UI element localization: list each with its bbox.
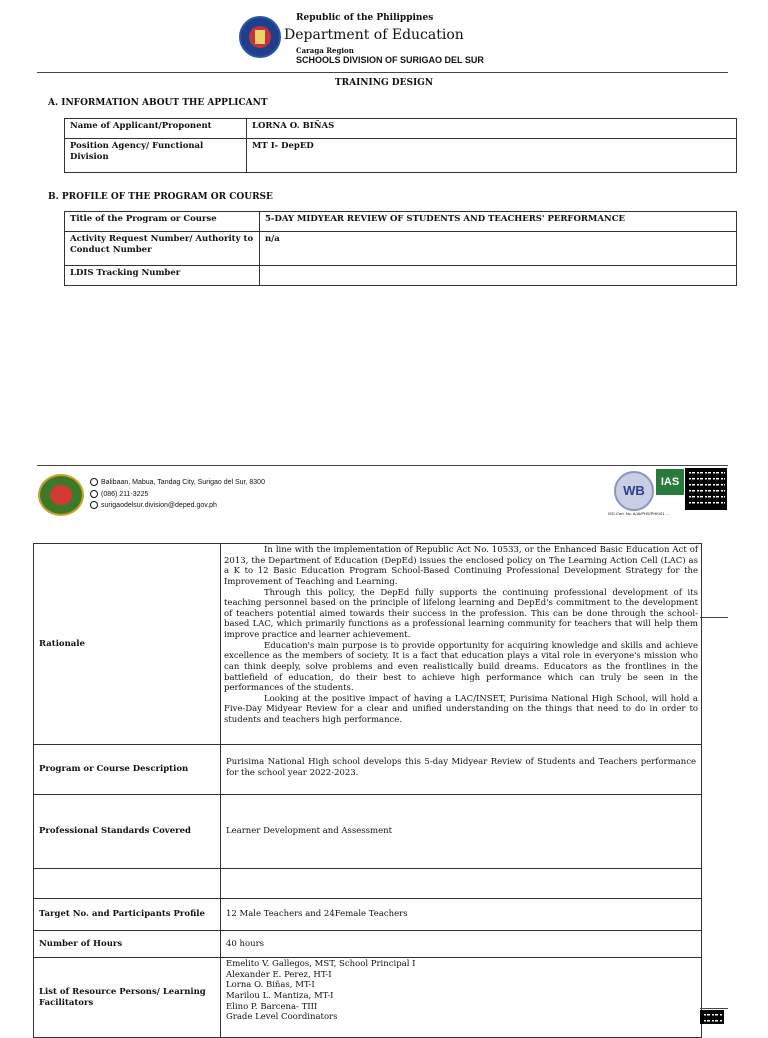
number-of-hours-label: Number of Hours — [34, 931, 221, 958]
rationale-paragraph: In line with the implementation of Republic Act No. 10533, or the Enhanced Basic Education Act of 2013, the Department of Education (DepEd) issues the enclosed policy on The Learning Action Cell (LAC) as a K to 12 Basic Education Program School-Based Continuing Professional Development Strategy for the Improvement of Teaching and Learning. — [224, 545, 698, 587]
iso-certificate-text: ISO Cert. No. AJA/PHS/PHK/01 ... — [608, 511, 669, 516]
table-row — [34, 795, 702, 869]
table-row — [34, 745, 702, 795]
margin-line — [700, 1008, 728, 1009]
footer-address: Balibaan, Mabua, Tandag City, Surigao del Sur, 8300 — [101, 478, 265, 486]
program-title-value: 5-DAY MIDYEAR REVIEW OF STUDENTS AND TEACHERS' PERFORMANCE — [260, 212, 737, 232]
activity-request-value: n/a — [260, 232, 737, 266]
deped-seal-logo — [239, 16, 281, 58]
table-row — [65, 119, 737, 139]
header-divider — [37, 72, 728, 73]
footer-email: surigaodelsur.division@deped.gov.ph — [101, 501, 217, 509]
ias-certification-logo: IAS — [656, 469, 684, 495]
program-title-label: Title of the Program or Course — [65, 212, 260, 232]
rationale-label: Rationale — [34, 544, 221, 745]
qr-code-icon — [700, 1010, 724, 1024]
empty-label — [34, 869, 221, 899]
table-row — [65, 212, 737, 232]
email-icon — [90, 501, 98, 509]
applicant-name-value: LORNA O. BIÑAS — [247, 119, 737, 139]
rationale-paragraph: Through this policy, the DepEd fully supports the continuing professional development of its teaching personnel based on the principle of lifelong learning and DepEd's commitment to the development of teachers potential aimed towards their success in the profession. This can be done through the school-based LAC, which primarily functions as a professional learning community for teachers that will help them improve practice and learner achievement. — [224, 587, 698, 640]
document-title: TRAINING DESIGN — [334, 78, 434, 88]
phone-icon — [90, 490, 98, 498]
table-row — [34, 958, 702, 1038]
footer-phone: (086) 211-3225 — [101, 490, 149, 498]
table-row — [34, 931, 702, 958]
list-item: Emelito V. Gallegos, MST, School Principal I — [226, 959, 416, 969]
table-row — [65, 139, 737, 173]
ldis-tracking-value — [260, 266, 737, 286]
target-participants-value: 12 Male Teachers and 24Female Teachers — [221, 899, 702, 931]
footer-phone-row — [90, 490, 148, 498]
course-description-value: Purisima National High school develops this 5-day Midyear Review of Students and Teachers performance for the school year 2022-2023. — [221, 745, 702, 795]
section-b-heading: B. PROFILE OF THE PROGRAM OR COURSE — [48, 192, 273, 202]
resource-persons-label: List of Resource Persons/ Learning Facilitators — [34, 958, 221, 1038]
resource-persons-list — [221, 958, 702, 1038]
list-item: Grade Level Coordinators — [226, 1012, 338, 1023]
margin-line — [700, 617, 728, 618]
header-department: Department of Education — [284, 27, 464, 43]
header-region: Caraga Region — [296, 46, 354, 55]
applicant-name-label: Name of Applicant/Proponent — [65, 119, 247, 139]
footer-email-row — [90, 501, 217, 509]
division-logo — [38, 474, 84, 516]
qr-code-icon — [685, 468, 727, 510]
rationale-text — [221, 544, 702, 745]
list-item: Lorna O. Biñas, MT-I — [226, 980, 315, 991]
applicant-table — [64, 118, 737, 173]
rationale-paragraph: Education's main purpose is to provide opportunity for acquiring knowledge and skills and achieve excellence as the members of society. It is a fact that education plays a vital role in everyone's mission who can think deeply, solve problems and even realistically build dreams. Educators as the frontlines in the battlefield of education, do their best to achieve high performance which can truly be seen in the performances of the students. — [224, 640, 698, 694]
table-row — [65, 266, 737, 286]
position-label: Position Agency/ Functional Division — [65, 139, 247, 173]
location-icon — [90, 478, 98, 486]
standards-value: Learner Development and Assessment — [221, 795, 702, 869]
course-description-label: Program or Course Description — [34, 745, 221, 795]
program-profile-table — [64, 211, 737, 286]
footer-divider — [37, 465, 728, 466]
footer-address-row — [90, 478, 265, 486]
wb-certification-logo: WB — [614, 471, 654, 511]
empty-value — [221, 869, 702, 899]
section-a-heading: A. INFORMATION ABOUT THE APPLICANT — [48, 98, 268, 108]
list-item: Alexander E. Perez, HT-I — [226, 969, 332, 980]
table-row — [34, 869, 702, 899]
header-division: SCHOOLS DIVISION OF SURIGAO DEL SUR — [296, 55, 484, 65]
header-republic: Republic of the Philippines — [296, 13, 434, 23]
list-item: Marilou L. Mantiza, MT-I — [226, 990, 334, 1001]
table-row — [65, 232, 737, 266]
ldis-tracking-label: LDIS Tracking Number — [65, 266, 260, 286]
rationale-paragraph: Looking at the positive impact of having a LAC/INSET, Purisima National High School, will hold a Five-Day Midyear Review for a clear and unified understanding on the things that need to do in order to students and teachers high performance. — [224, 693, 698, 725]
number-of-hours-value: 40 hours — [221, 931, 702, 958]
position-value: MT I- DepED — [247, 139, 737, 173]
target-participants-label: Target No. and Participants Profile — [34, 899, 221, 931]
standards-label: Professional Standards Covered — [34, 795, 221, 869]
activity-request-label: Activity Request Number/ Authority to Conduct Number — [65, 232, 260, 266]
table-row — [34, 544, 702, 745]
table-row — [34, 899, 702, 931]
training-details-table — [33, 543, 702, 1038]
list-item: Elino P. Barcena- TIII — [226, 1001, 318, 1012]
